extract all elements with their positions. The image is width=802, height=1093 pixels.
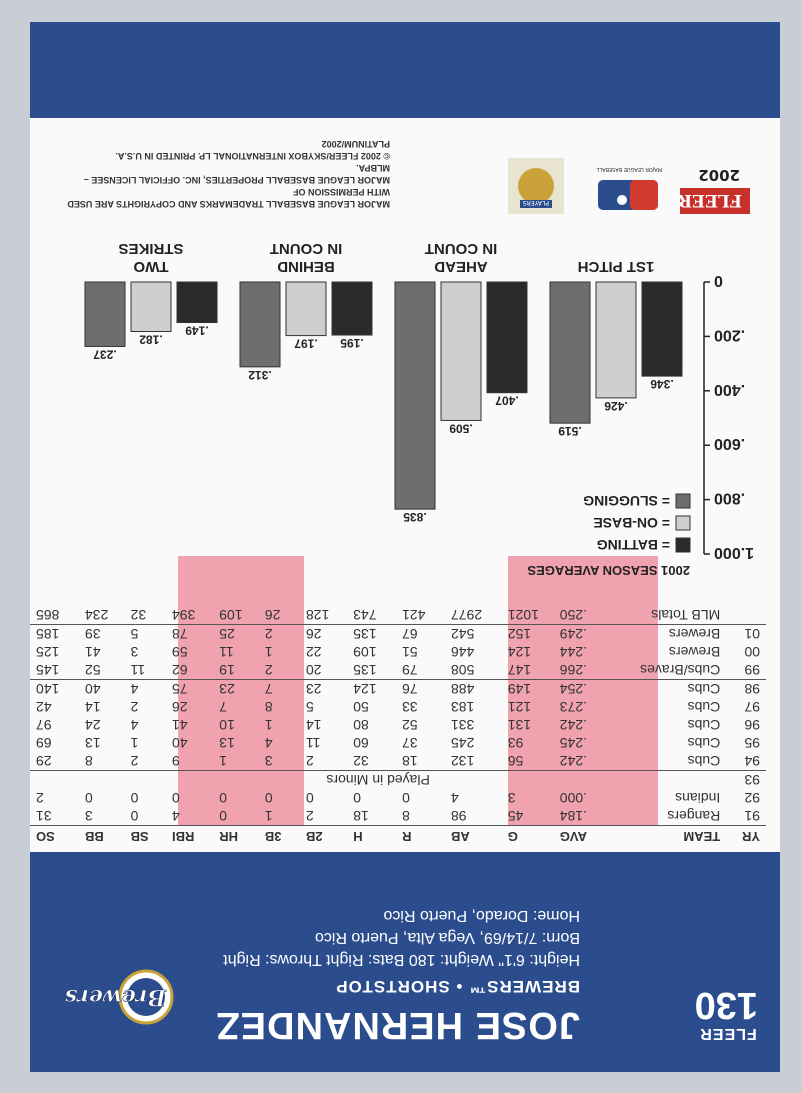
y-tick-label: .200	[714, 326, 746, 344]
stats-cell: 00	[744, 644, 760, 660]
stats-cell: 33	[402, 699, 418, 715]
stats-cell: 1	[264, 717, 273, 733]
stats-cell: .242	[559, 753, 587, 769]
bar-value-label: .407	[495, 393, 519, 408]
stats-cell: 32	[353, 753, 369, 769]
stats-header-ab: AB	[445, 826, 502, 849]
stats-cell: 124	[507, 644, 532, 660]
stats-cell: 29	[36, 753, 52, 769]
fleer-logo-year: 2002	[698, 166, 740, 184]
stats-cell: 183	[450, 699, 475, 715]
stats-body	[30, 606, 766, 826]
stats-cell: 92	[744, 790, 760, 806]
stats-cell: 0	[219, 790, 228, 806]
stats-cell: 135	[347, 625, 396, 644]
stats-cell: 234	[84, 607, 109, 623]
stats-cell: .000	[559, 790, 587, 806]
stats-row	[30, 698, 766, 716]
stats-cell: 2977	[450, 607, 483, 623]
card-number-box	[694, 984, 758, 1042]
chart-bar	[395, 282, 435, 509]
stats-cell: .249	[554, 625, 612, 644]
brewers-logo-icon	[60, 962, 180, 1032]
legend-swatch	[676, 516, 690, 530]
chart-bar	[441, 282, 481, 420]
stats-cell: 185	[30, 625, 79, 644]
stats-cell: 67	[396, 625, 445, 644]
stats-header-avg: AVG	[554, 826, 612, 849]
stats-cell: 42	[36, 699, 52, 715]
stats-cell: 23	[300, 680, 347, 699]
stats-cell: Cubs	[611, 680, 726, 699]
stats-cell: 1	[219, 753, 228, 769]
legend-swatch	[676, 494, 690, 508]
stats-row	[30, 752, 766, 771]
chart-bar	[596, 282, 636, 398]
stats-cell: Cubs	[687, 735, 721, 751]
bio-line-2: Born: 7/14/69, Vega Alta, Puerto Rico	[314, 929, 580, 946]
stats-cell: 7	[219, 699, 228, 715]
footer-logo-strip	[490, 150, 750, 220]
stats-header-so: SO	[30, 826, 79, 849]
stats-cell: 11	[130, 662, 146, 678]
stats-row	[30, 680, 766, 699]
category-label: IN COUNT	[269, 240, 343, 257]
stats-cell: Cubs	[687, 753, 721, 769]
legal-text	[60, 138, 390, 210]
fleer-2002-logo-icon	[677, 166, 750, 214]
stats-cell: 98	[726, 680, 766, 699]
category-label: TWO	[133, 258, 169, 275]
mlbpa-logo-icon	[508, 158, 564, 214]
stats-cell: 39	[79, 625, 125, 644]
stats-cell: 4	[171, 808, 180, 824]
stats-cell: 0	[171, 790, 180, 806]
stats-cell: .250	[559, 607, 587, 623]
stats-cell: 2	[130, 753, 139, 769]
stats-cell: 488	[445, 680, 502, 699]
stats-row	[30, 606, 766, 625]
stats-cell: Indians	[675, 790, 721, 806]
stats-cell: 743	[353, 607, 377, 623]
stats-cell: 41	[171, 717, 188, 733]
stats-cell: 4	[264, 735, 273, 751]
stats-cell: 52	[84, 662, 101, 678]
stats-header-row	[30, 826, 766, 849]
stats-cell	[726, 606, 766, 625]
bar-value-label: .237	[93, 347, 117, 362]
stats-cell: 109	[219, 607, 243, 623]
stats-cell: 31	[36, 808, 52, 824]
stats-cell: 135	[353, 662, 377, 678]
stats-cell: 1	[264, 644, 273, 660]
stats-cell: 121	[507, 699, 532, 715]
stats-cell: 149	[502, 680, 554, 699]
bio-line-1: Height: 6'1" Weight: 180 Bats: Right Throws: Right	[223, 951, 580, 968]
chart-bar	[85, 282, 125, 346]
stats-cell: 8	[84, 753, 93, 769]
stats-cell: Brewers	[668, 644, 721, 660]
stats-header-bb: BB	[79, 826, 125, 849]
stats-cell: 508	[450, 662, 475, 678]
chart-bar	[240, 282, 280, 367]
legal-line-3: © 2002 FLEER/SKYBOX INTERNATIONAL LP. PRINTED IN U.S.A. PLATINUM/2002	[115, 139, 390, 161]
bar-value-label: .197	[294, 336, 318, 351]
y-tick-label: .800	[714, 489, 746, 507]
stats-row	[30, 807, 766, 826]
stats-table	[30, 606, 766, 848]
stats-cell: 145	[36, 662, 60, 678]
stats-cell: 18	[353, 808, 369, 824]
stats-cell: 94	[744, 753, 760, 769]
legend-label: = ON-BASE	[593, 515, 670, 531]
bar-value-label: .312	[248, 367, 272, 382]
stats-header-r: R	[396, 826, 445, 849]
stats-cell: 152	[502, 625, 554, 644]
stats-cell: .254	[554, 680, 612, 699]
stats-header-hr: HR	[213, 826, 259, 849]
season-averages-chart	[46, 240, 766, 582]
stats-cell: 91	[744, 808, 760, 824]
stats-row	[30, 661, 766, 680]
stats-cell: 124	[347, 680, 396, 699]
stats-header-rbi: RBI	[166, 826, 213, 849]
stats-cell: 3	[84, 808, 93, 824]
stats-header-h: H	[347, 826, 396, 849]
card-footer	[30, 22, 780, 118]
stats-cell: 394	[171, 607, 196, 623]
stats-cell: 97	[36, 717, 52, 733]
chart-bar	[550, 282, 590, 423]
stats-cell: 14	[84, 699, 101, 715]
stats-cell: 24	[84, 717, 101, 733]
stats-cell: .245	[559, 735, 587, 751]
stats-cell: 2	[264, 662, 273, 678]
stats-header-2b: 2B	[300, 826, 347, 849]
stats-cell: 1	[130, 735, 139, 751]
stats-cell: 4	[450, 790, 459, 806]
stats-cell: 5	[125, 625, 166, 644]
y-tick-label: 0	[714, 272, 723, 289]
stats-cell: 2	[305, 753, 314, 769]
stats-cell: 23	[213, 680, 259, 699]
stats-cell: Played in Minors	[30, 771, 726, 790]
stats-header-yr: YR	[726, 826, 766, 849]
stats-cell: 5	[305, 699, 314, 715]
stats-cell: 8	[402, 808, 410, 824]
stats-cell: 0	[130, 790, 139, 806]
stats-cell: 22	[305, 644, 322, 660]
bar-value-label: .509	[449, 421, 473, 436]
stats-cell: Cubs	[687, 699, 721, 715]
stats-cell: 18	[402, 753, 418, 769]
stats-cell: 3	[264, 753, 273, 769]
logo-wordmark: Brewers	[64, 984, 166, 1010]
legend-label: = SLUGGING	[583, 493, 670, 509]
stats-cell: Brewers	[611, 625, 726, 644]
stats-cell: 13	[219, 735, 235, 751]
stats-cell: .266	[559, 662, 587, 678]
stats-cell: 2	[36, 790, 44, 806]
stats-cell: 0	[402, 790, 410, 806]
stats-cell: 99	[744, 662, 760, 678]
stats-cell: .244	[559, 644, 587, 660]
baseball-card-back	[30, 22, 780, 1072]
bar-value-label: .149	[185, 323, 209, 338]
stats-cell: 01	[726, 625, 766, 644]
chart-bar	[286, 282, 326, 336]
stats-cell: .242	[559, 717, 587, 733]
chart-bar	[332, 282, 372, 335]
stats-header-g: G	[502, 826, 554, 849]
stats-cell: 128	[305, 607, 330, 623]
stats-cell: 1	[264, 808, 273, 824]
stats-cell: 79	[402, 662, 418, 678]
stats-cell: 0	[305, 790, 314, 806]
stats-cell: 2	[305, 808, 314, 824]
card-header	[30, 852, 780, 1072]
stats-cell: 93	[507, 735, 524, 751]
stats-cell: 40	[79, 680, 125, 699]
card-number: 130	[694, 984, 758, 1026]
bar-value-label: .426	[604, 398, 628, 413]
stats-cell: MLB Totals	[651, 607, 721, 623]
stats-cell: 140	[30, 680, 79, 699]
legal-line-2: MAJOR LEAGUE BASEBALL PROPERTIES, INC. OFFICIAL LICENSEE – MLBPA.	[83, 163, 390, 185]
stats-cell: 41	[84, 644, 101, 660]
stats-cell: 40	[171, 735, 188, 751]
stats-row	[30, 643, 766, 661]
stats-cell: 95	[744, 735, 760, 751]
footer-logos	[490, 145, 750, 220]
mlb-logo-text: MAJOR LEAGUE BASEBALL	[596, 166, 662, 172]
legend-swatch	[676, 538, 690, 552]
stats-cell: 25	[213, 625, 259, 644]
stats-header-3b: 3B	[259, 826, 300, 849]
stats-cell: 60	[353, 735, 369, 751]
stats-cell: 20	[305, 662, 322, 678]
fleer-logo-text: FLEER	[677, 190, 742, 210]
stats-cell: 2	[259, 625, 300, 644]
chart-title: 2001 SEASON AVERAGES	[527, 563, 690, 578]
stats-cell: 13	[84, 735, 101, 751]
stats-cell: 62	[171, 662, 188, 678]
stats-cell: 0	[353, 790, 362, 806]
stats-row	[30, 789, 766, 807]
stats-cell: .273	[559, 699, 587, 715]
stats-cell: 147	[507, 662, 532, 678]
category-label: BEHIND	[277, 258, 335, 275]
stats-cell: 3	[507, 790, 516, 806]
stats-cell: 98	[450, 808, 467, 824]
chart-bar	[487, 282, 527, 393]
stats-cell: 14	[305, 717, 322, 733]
stats-cell: 75	[166, 680, 213, 699]
bar-value-label: .195	[340, 336, 364, 351]
stats-cell: 52	[402, 717, 418, 733]
category-label: STRIKES	[118, 240, 184, 257]
mlb-logo-icon	[596, 166, 662, 210]
bio-line-3: Home: Dorado, Puerto Rico	[383, 907, 580, 924]
bar-value-label: .346	[650, 377, 674, 392]
stats-row	[30, 716, 766, 734]
stats-cell: 69	[36, 735, 52, 751]
mlbpa-logo-text: PLAYERS	[522, 199, 549, 206]
stats-header-sb: SB	[125, 826, 166, 849]
stats-cell: Cubs	[687, 717, 721, 733]
stats-cell: 50	[353, 699, 369, 715]
stats-cell: 245	[450, 735, 475, 751]
stats-cell: 0	[264, 790, 273, 806]
bar-value-label: .519	[558, 424, 582, 439]
stats-cell: 0	[130, 808, 139, 824]
bar-value-label: .835	[403, 510, 427, 525]
stats-cell: 32	[130, 607, 147, 623]
stats-cell: 0	[219, 808, 228, 824]
stats-cell: 45	[507, 808, 524, 824]
team-position: BREWERS™ • SHORTSTOP	[335, 977, 580, 996]
stats-cell: .184	[559, 808, 587, 824]
player-name: JOSE HERNANDEZ	[215, 1004, 580, 1046]
stats-cell: 19	[219, 662, 235, 678]
chart-bar	[131, 282, 171, 332]
stats-cell: 96	[744, 717, 760, 733]
y-tick-label: 1.000	[714, 544, 755, 561]
stats-cell: 3	[130, 644, 139, 660]
stats-cell: 26	[171, 699, 188, 715]
category-label: 1ST PITCH	[577, 258, 655, 275]
stats-cell: 37	[402, 735, 418, 751]
y-tick-label: .600	[714, 435, 746, 453]
brand-label: FLEER	[699, 1025, 757, 1042]
stats-cell: 93	[726, 771, 766, 790]
stats-cell: 131	[507, 717, 532, 733]
stats-cell: 80	[353, 717, 369, 733]
stats-cell: 97	[744, 699, 760, 715]
stats-cell: 446	[450, 644, 475, 660]
stats-cell: 26	[264, 607, 281, 623]
stats-row	[30, 771, 766, 790]
stats-header-team: TEAM	[611, 826, 726, 849]
stats-cell: 10	[219, 717, 235, 733]
stats-cell: 132	[450, 753, 475, 769]
legend-label: = BATTING	[596, 537, 670, 553]
stats-cell: 125	[36, 644, 60, 660]
stats-cell: 56	[507, 753, 524, 769]
stats-cell: 421	[402, 607, 426, 623]
stats-cell: Rangers	[667, 808, 721, 824]
stats-cell: 542	[445, 625, 502, 644]
stats-cell: 11	[305, 735, 321, 751]
stats-cell: 4	[130, 717, 139, 733]
stats-cell: 109	[353, 644, 377, 660]
stats-row	[30, 734, 766, 752]
stats-cell: 0	[84, 790, 93, 806]
stats-cell: 331	[450, 717, 475, 733]
stats-cell: 51	[402, 644, 418, 660]
stats-cell: 76	[396, 680, 445, 699]
legal-line-1: MAJOR LEAGUE BASEBALL TRADEMARKS AND COPYRIGHTS ARE USED WITH PERMISSION OF	[67, 187, 390, 209]
stats-cell: Cubs/Braves	[640, 662, 721, 678]
stats-cell: 1021	[507, 607, 539, 623]
category-label: AHEAD	[434, 258, 488, 275]
y-tick-label: .400	[714, 380, 746, 398]
stats-row	[30, 625, 766, 644]
bar-value-label: .182	[139, 332, 163, 347]
stats-cell: 4	[125, 680, 166, 699]
stats-cell: 9	[171, 753, 180, 769]
stats-cell: 8	[264, 699, 273, 715]
stats-cell: 7	[259, 680, 300, 699]
chart-bar	[177, 282, 217, 323]
category-label: IN COUNT	[424, 240, 498, 257]
stats-cell: 78	[166, 625, 213, 644]
stats-cell: 2	[130, 699, 139, 715]
stats-cell: 26	[300, 625, 347, 644]
stats-cell: 11	[219, 644, 234, 660]
stats-cell: 865	[36, 607, 60, 623]
chart-bar	[642, 282, 682, 376]
stats-cell: 59	[171, 644, 188, 660]
